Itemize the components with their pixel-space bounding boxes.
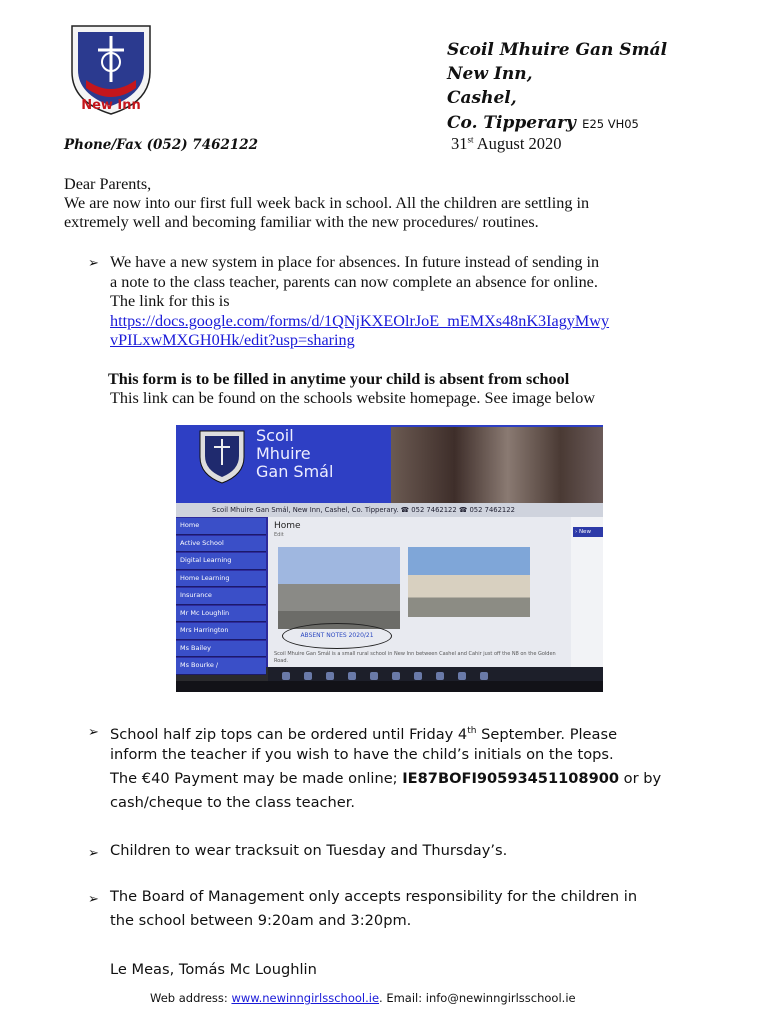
site-side-tab: › New bbox=[573, 527, 603, 537]
site-main bbox=[268, 517, 571, 667]
site-title-line-2: Mhuire bbox=[256, 444, 311, 463]
taskbar-icon bbox=[348, 672, 356, 680]
intro-line-1: We are now into our first full week back in school. All the children are settling in bbox=[64, 194, 590, 212]
crest-label: New Inn bbox=[81, 98, 141, 113]
taskbar-icon bbox=[458, 672, 466, 680]
site-address-bar bbox=[176, 503, 603, 517]
taskbar-icon bbox=[392, 672, 400, 680]
site-nav-item: Ms Bailey bbox=[176, 641, 266, 658]
taskbar-icon bbox=[480, 672, 488, 680]
site-title-line-1: Scoil bbox=[256, 426, 294, 445]
tops-line-2: inform the teacher if you wish to have the child’s initials on the tops. bbox=[110, 746, 614, 763]
address-line-1: New Inn, bbox=[447, 64, 533, 84]
site-title-line-3: Gan Smál bbox=[256, 462, 334, 481]
intro-line-2: extremely well and becoming familiar with the new procedures/ routines. bbox=[64, 213, 539, 231]
site-crest-icon bbox=[198, 429, 246, 485]
absence-line-1: We have a new system in place for absences. In future instead of sending in bbox=[110, 253, 600, 271]
tops-line-3a: The €40 Payment may be made online; bbox=[110, 770, 403, 787]
site-caption: Scoil Mhuire Gan Smál is a small rural school in New Inn between Cashel and Cahir just off the N8 on the Golden Road. bbox=[274, 651, 556, 664]
taskbar-icon bbox=[370, 672, 378, 680]
site-school-photo-2 bbox=[408, 547, 530, 617]
monitor-bezel bbox=[176, 681, 603, 692]
site-title bbox=[256, 427, 333, 481]
board-note-line-2: the school between 9:20am and 3:20pm. bbox=[110, 912, 412, 929]
taskbar-icon bbox=[304, 672, 312, 680]
tops-line-1-sup: th bbox=[467, 726, 477, 736]
site-edit-label: Edit bbox=[274, 532, 284, 538]
taskbar-icon bbox=[414, 672, 422, 680]
tops-line-1a: School half zip tops can be ordered until Friday 4 bbox=[110, 725, 468, 743]
bullet-arrow-icon: ➢ bbox=[88, 255, 99, 270]
site-school-photo-1 bbox=[278, 547, 400, 629]
taskbar-icon bbox=[326, 672, 334, 680]
date-rest: August 2020 bbox=[473, 134, 562, 153]
signoff: Le Meas, Tomás Mc Loughlin bbox=[110, 961, 317, 978]
phone-fax: Phone/Fax (052) 7462122 bbox=[64, 137, 259, 153]
address-line-3: Co. Tipperary bbox=[447, 113, 576, 133]
site-nav-item: Mrs Harrington bbox=[176, 623, 266, 640]
absence-line-2: a note to the class teacher, parents can now complete an absence for online. bbox=[110, 273, 598, 291]
site-address-text: Scoil Mhuire Gan Smál, New Inn, Cashel, Co. Tipperary. ☎ 052 7462122 ☎ 052 7462122 bbox=[212, 506, 515, 514]
taskbar-icon bbox=[282, 672, 290, 680]
site-page-heading: Home bbox=[274, 521, 301, 531]
site-nav-item: Home bbox=[176, 518, 266, 535]
footer-email: . Email: info@newinngirlsschool.ie bbox=[379, 991, 576, 1005]
site-nav-item: Insurance bbox=[176, 588, 266, 605]
payment-iban: IE87BOFI90593451108900 bbox=[402, 770, 620, 787]
absence-line-3: The link for this is bbox=[110, 292, 230, 310]
absence-form-link-line-1[interactable]: https://docs.google.com/forms/d/1QNjKXEOlrJoE_mEMXs48nK3IagyMwy bbox=[110, 312, 610, 330]
tops-line-3 bbox=[110, 767, 661, 791]
bullet-arrow-icon: ➢ bbox=[88, 891, 99, 906]
site-header-photos bbox=[391, 427, 603, 503]
absence-form-link-line-2[interactable]: vPILxwMXGH0Hk/edit?usp=sharing bbox=[110, 331, 355, 349]
date-suffix: st bbox=[467, 134, 474, 145]
site-nav-item: Digital Learning bbox=[176, 553, 266, 570]
absence-bold-note: This form is to be filled in anytime your child is absent from school bbox=[108, 370, 570, 388]
site-nav-item: Mr Mc Loughlin bbox=[176, 606, 266, 623]
tops-line-1b: September. Please bbox=[476, 725, 618, 743]
taskbar-icon bbox=[436, 672, 444, 680]
site-absent-notes-link: ABSENT NOTES 2020/21 bbox=[282, 623, 392, 649]
bullet-arrow-icon: ➢ bbox=[88, 845, 99, 860]
site-sidebar bbox=[571, 517, 603, 667]
tracksuit-note: Children to wear tracksuit on Tuesday and Thursday’s. bbox=[110, 842, 508, 859]
website-screenshot-photo bbox=[176, 425, 603, 692]
tops-line-4: cash/cheque to the class teacher. bbox=[110, 794, 356, 811]
site-nav-item: Home Learning bbox=[176, 571, 266, 588]
eircode: E25 VH05 bbox=[582, 117, 639, 131]
address-line-2: Cashel, bbox=[447, 88, 517, 108]
site-header bbox=[176, 425, 603, 503]
site-nav-item: Ms Bourke / bbox=[176, 658, 266, 675]
tops-line-3b: or by bbox=[619, 770, 662, 787]
salutation: Dear Parents, bbox=[64, 175, 152, 193]
school-name: Scoil Mhuire Gan Smál bbox=[447, 40, 668, 60]
absence-note: This link can be found on the schools website homepage. See image below bbox=[110, 389, 596, 407]
site-nav bbox=[176, 517, 268, 667]
taskbar bbox=[268, 667, 603, 681]
footer-website-link[interactable]: www.newinngirlsschool.ie bbox=[231, 991, 380, 1005]
footer-web-label: Web address: bbox=[150, 991, 232, 1005]
bullet-arrow-icon: ➢ bbox=[88, 724, 99, 739]
site-nav-item: Active School bbox=[176, 536, 266, 553]
address-county-row bbox=[447, 113, 639, 133]
date-day: 31 bbox=[451, 134, 468, 153]
footer bbox=[150, 991, 576, 1005]
board-note-line-1: The Board of Management only accepts responsibility for the children in bbox=[110, 888, 638, 905]
letter-date bbox=[451, 134, 562, 154]
